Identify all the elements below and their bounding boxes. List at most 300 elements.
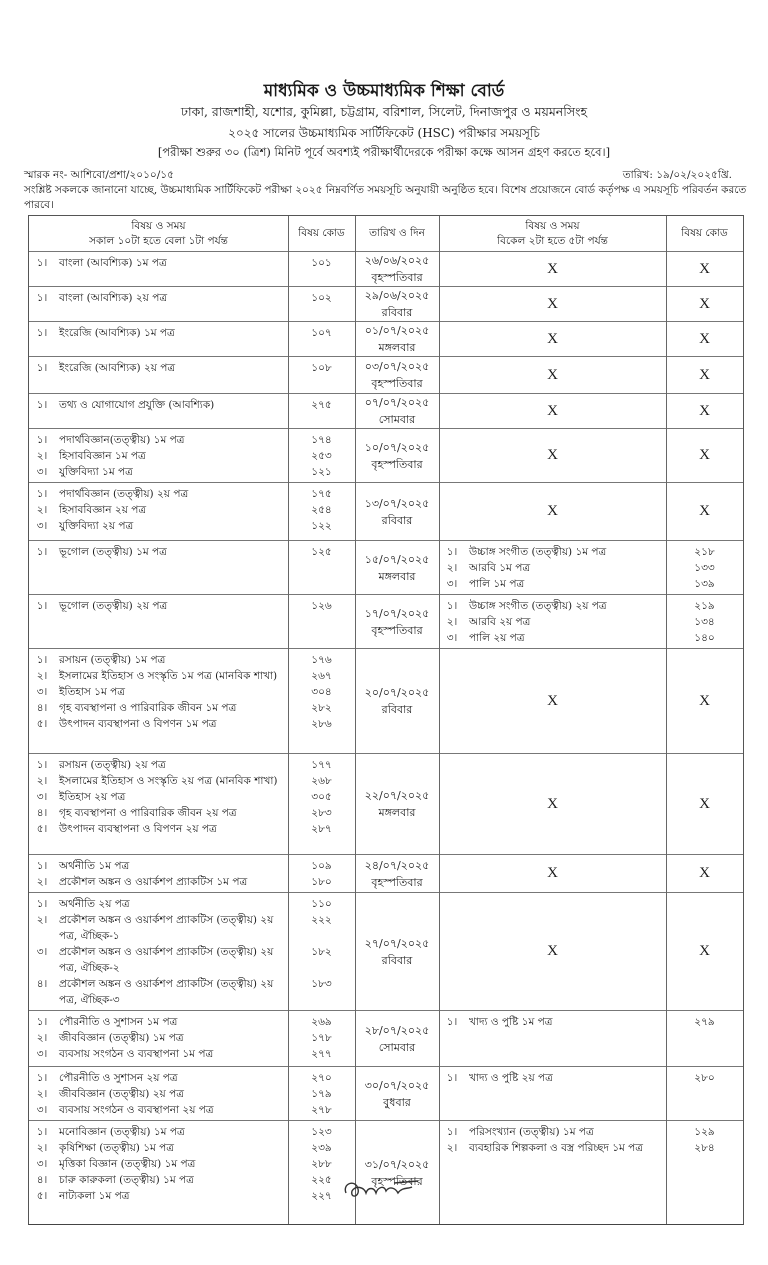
empty-mark: X (547, 330, 558, 347)
subject-item (29, 789, 355, 805)
empty-mark: X (547, 447, 558, 463)
item-number: ১। (36, 488, 48, 500)
subject-item (29, 1030, 355, 1046)
header-morning-title: বিষয় ও সময় (131, 219, 186, 232)
exam-date: ২৪/০৭/২০২৫ (364, 858, 430, 872)
subject-item (439, 560, 743, 576)
morning-subjects (29, 1067, 355, 1120)
header-afternoon-title: বিষয় ও সময় (525, 219, 580, 232)
subject-code: ১২৬ (311, 600, 332, 612)
subject-code: ১২৫ (311, 546, 332, 558)
subject-code: ১৩৪ (694, 616, 715, 628)
schedule-title: ২০২৫ সালের উচ্চমাধ্যমিক সার্টিফিকেট (HSC) পরীক্ষার সময়সূচি (228, 126, 540, 140)
subject-name: পালি ২য় পত্র (469, 632, 525, 644)
date-day-cell (355, 322, 439, 356)
subject-item (29, 1140, 355, 1156)
empty-code-mark: X (699, 402, 710, 419)
empty-mark: X (547, 260, 558, 277)
table-row (29, 1067, 743, 1121)
subject-item (29, 976, 355, 1008)
subject-name: অর্থনীতি ১ম পত্র (59, 860, 130, 872)
item-number: ১। (446, 600, 458, 612)
item-number: ১। (36, 898, 48, 910)
item-number: ২। (36, 1088, 48, 1100)
item-number: ৪। (36, 702, 48, 714)
subject-name: পরিসংখ্যান (তত্ত্বীয়) ১ম পত্র (469, 1126, 594, 1138)
exam-date: ১৫/০৭/২০২৫ (364, 552, 430, 566)
subject-item (29, 1014, 355, 1030)
subject-item (29, 397, 355, 413)
subject-code: ১৭৫ (311, 488, 332, 500)
item-number: ১। (36, 654, 48, 666)
item-number: ৪। (36, 807, 48, 819)
subject-code: ১৭৭ (311, 759, 332, 771)
subject-code: ১৩৯ (694, 578, 715, 590)
subject-item (29, 464, 355, 480)
morning-subjects (29, 483, 355, 540)
no-afternoon-exam (439, 252, 743, 286)
exam-date: ১৩/০৭/২০২৫ (364, 496, 430, 510)
exam-date: ৩১/০৭/২০২৫ (364, 1157, 430, 1171)
subject-item (29, 668, 355, 684)
subject-item (29, 325, 355, 341)
subject-name: প্রকৌশল অঙ্কন ও ওয়ার্কশপ প্র্যাকটিস (তত্ত্বীয়) ২য় পত্র, ঐচ্ছিক-২ (59, 946, 274, 974)
subject-name: প্রকৌশল অঙ্কন ও ওয়ার্কশপ প্র্যাকটিস ১ম পত্র (59, 876, 248, 888)
exam-day: বৃহস্পতিবার (371, 875, 423, 889)
item-number: ২। (446, 562, 458, 574)
exam-date: ১৭/০৭/২০২৫ (364, 606, 430, 620)
item-number: ১। (446, 546, 458, 558)
exam-date: ৩০/০৭/২০২৫ (364, 1078, 430, 1092)
subject-item (29, 944, 355, 976)
morning-subjects (29, 595, 355, 648)
subject-name: আরবি ১ম পত্র (469, 562, 531, 574)
no-afternoon-exam (439, 394, 743, 428)
empty-mark: X (547, 692, 558, 709)
subject-name: উৎপাদন ব্যবস্থাপনা ও বিপণন ১ম পত্র (59, 718, 217, 730)
item-number: ২। (36, 670, 48, 682)
item-number: ১। (446, 1072, 458, 1084)
item-number: ৫। (36, 1190, 48, 1202)
subject-name: খাদ্য ও পুষ্টি ২য় পত্র (469, 1072, 553, 1084)
item-number: ৩। (446, 578, 458, 590)
subject-code: ১৩৩ (694, 562, 715, 574)
date-day-cell (355, 1067, 439, 1120)
subject-name: ব্যবসায় সংগঠন ও ব্যবস্থাপনা ১ম পত্র (59, 1048, 214, 1060)
subject-code: ১২৯ (694, 1126, 715, 1138)
exam-day: রবিবার (381, 513, 413, 527)
empty-code-mark: X (699, 260, 710, 277)
table-row (29, 322, 743, 357)
subject-code: ১০৭ (311, 327, 332, 339)
table-row (29, 754, 743, 855)
subject-item (29, 773, 355, 789)
subject-item (29, 700, 355, 716)
empty-code-mark: X (699, 366, 710, 383)
subject-item (439, 576, 743, 592)
exam-date: ০৭/০৭/২০২৫ (364, 396, 430, 409)
afternoon-subjects (439, 541, 743, 594)
subject-code: ২৮৮ (311, 1158, 332, 1170)
item-number: ৫। (36, 823, 48, 835)
exam-date: ২২/০৭/২০২৫ (364, 789, 430, 802)
subject-name: জীববিজ্ঞান (তত্ত্বীয়) ১ম পত্র (59, 1032, 184, 1044)
subject-name: ইংরেজি (আবশ্যিক) ২য় পত্র (59, 362, 176, 374)
subject-name: প্রকৌশল অঙ্কন ও ওয়ার্কশপ প্র্যাকটিস (তত্ত্বীয়) ২য় পত্র, ঐচ্ছিক-১ (59, 914, 274, 942)
subject-item (29, 912, 355, 944)
item-number: ৩। (446, 632, 458, 644)
header-morning (29, 216, 288, 251)
subject-name: ইতিহাস ২য় পত্র (59, 791, 126, 803)
subject-name: পালি ১ম পত্র (469, 578, 525, 590)
exam-day: বৃহস্পতিবার (371, 1174, 423, 1188)
subject-name: যুক্তিবিদ্যা ২য় পত্র (59, 520, 134, 532)
afternoon-subjects (439, 1121, 743, 1224)
subject-item (439, 614, 743, 630)
no-afternoon-exam (439, 754, 743, 854)
subject-item (29, 652, 355, 668)
subject-code: ১০২ (311, 292, 332, 304)
subject-name: পৌরনীতি ও সুশাসন ২য় পত্র (59, 1072, 178, 1084)
exam-date: ২৬/০৬/২০২৫ (364, 254, 430, 267)
subject-code: ২৫৩ (311, 450, 332, 462)
subject-code: ২৮৬ (311, 718, 332, 730)
header-morning-time: সকাল ১০টা হতে বেলা ১টা পর্যন্ত (89, 234, 228, 247)
subject-code: ১৭৬ (311, 654, 332, 666)
exam-day: বৃহস্পতিবার (371, 623, 423, 637)
table-row (29, 595, 743, 649)
subject-name: বাংলা (আবশ্যিক) ১ম পত্র (59, 257, 167, 269)
morning-subjects (29, 1121, 355, 1224)
exam-day: মঙ্গলবার (378, 806, 416, 819)
item-number: ২। (446, 616, 458, 628)
exam-date: ১০/০৭/২০২৫ (364, 440, 430, 454)
signature-icon (338, 1175, 428, 1209)
empty-mark: X (547, 366, 558, 383)
subject-code: ১৮৩ (311, 978, 332, 990)
subject-code: ২১৯ (694, 600, 715, 612)
table-row (29, 429, 743, 483)
table-row (29, 1011, 743, 1067)
subject-code: ১৭৮ (311, 1032, 332, 1044)
item-number: ১। (36, 759, 48, 771)
subject-item (29, 290, 355, 306)
exam-date: ০৩/০৭/২০২৫ (364, 360, 430, 373)
subject-code: ২২২ (311, 914, 332, 926)
table-row (29, 649, 743, 754)
subject-code: ১০১ (311, 257, 332, 269)
no-afternoon-exam (439, 855, 743, 892)
afternoon-subjects (439, 1067, 743, 1120)
board-name: মাধ্যমিক ও উচ্চমাধ্যমিক শিক্ষা বোর্ড (263, 81, 505, 101)
table-row (29, 483, 743, 541)
exam-day: মঙ্গলবার (378, 569, 416, 583)
item-number: ১। (36, 362, 48, 374)
subject-name: যুক্তিবিদ্যা ১ম পত্র (59, 466, 133, 478)
item-number: ৪। (36, 978, 48, 990)
subject-code: ১১০ (311, 898, 332, 910)
notice-text: সংশ্লিষ্ট সকলকে জানানো যাচ্ছে, উচ্চমাধ্যমিক সার্টিফিকেট পরীক্ষা ২০২৫ নিম্নবর্ণিত সময়সূচি অনুযায়ী অনুষ্ঠিত হবে। বিশেষ প্রয়োজনে বোর্ড কর্তৃপক্ষ এ সময়সূচি পরিবর্তন করতে পারবে। (24, 184, 747, 211)
subject-name: উচ্চাঙ্গ সংগীত (তত্ত্বীয়) ১ম পত্র (469, 546, 607, 558)
item-number: ২। (36, 504, 48, 516)
subject-name: পদার্থবিজ্ঞান (তত্ত্বীয়) ২য় পত্র (59, 488, 189, 500)
header-date-day: তারিখ ও দিন (369, 227, 425, 239)
subject-name: উৎপাদন ব্যবস্থাপনা ও বিপণন ২য় পত্র (59, 823, 217, 835)
subject-code: ১৮২ (311, 946, 332, 958)
item-number: ৩। (36, 946, 48, 958)
subject-code: ২৭৫ (311, 399, 332, 411)
table-row (29, 855, 743, 893)
no-afternoon-exam (439, 483, 743, 540)
subject-code: ২২৭ (311, 1190, 332, 1202)
subject-name: গৃহ ব্যবস্থাপনা ও পারিবারিক জীবন ২য় পত্র (59, 807, 237, 819)
subject-item (29, 544, 355, 560)
subject-item (29, 757, 355, 773)
afternoon-subjects (439, 1011, 743, 1066)
subject-item (29, 858, 355, 874)
subject-item (439, 598, 743, 614)
subject-code: ২৭০ (311, 1072, 332, 1084)
item-number: ৩। (36, 466, 48, 478)
subject-code: ৩০৫ (311, 791, 332, 803)
header-code: বিষয় কোড (298, 227, 345, 239)
subject-item (29, 598, 355, 614)
item-number: ২। (36, 450, 48, 462)
subject-item (29, 1188, 355, 1204)
exam-day: বুধবার (383, 1095, 411, 1109)
subject-code: ২৮৭ (311, 823, 332, 835)
subject-name: বাংলা (আবশ্যিক) ২য় পত্র (59, 292, 168, 304)
subject-item (29, 448, 355, 464)
subject-item (439, 1140, 743, 1156)
exam-date: ২৮/০৭/২০২৫ (364, 1023, 430, 1037)
empty-code-mark: X (699, 943, 710, 959)
item-number: ২। (36, 1142, 48, 1154)
table-row (29, 252, 743, 287)
item-number: ১। (36, 1072, 48, 1084)
subject-item (29, 432, 355, 448)
subject-item (29, 1172, 355, 1188)
subject-code: ২৬৭ (311, 670, 332, 682)
subject-name: জীববিজ্ঞান (তত্ত্বীয়) ২য় পত্র (59, 1088, 184, 1100)
subject-code: ২৮২ (311, 702, 332, 714)
morning-subjects (29, 754, 355, 854)
subject-item (29, 684, 355, 700)
subject-code: ২৫৪ (311, 504, 332, 516)
subject-name: চারু কারুকলা (তত্ত্বীয়) ১ম পত্র (59, 1174, 194, 1186)
exam-day: বৃহস্পতিবার (371, 271, 423, 284)
no-afternoon-exam (439, 893, 743, 1010)
exam-day: মঙ্গলবার (378, 341, 416, 354)
item-number: ১। (446, 1126, 458, 1138)
date-day-cell (355, 394, 439, 428)
empty-code-mark: X (699, 295, 710, 312)
morning-subjects (29, 855, 355, 892)
subject-name: ভূগোল (তত্ত্বীয়) ২য় পত্র (59, 600, 168, 612)
exam-date: ২৯/০৬/২০২৫ (364, 289, 430, 302)
item-number: ২। (446, 1142, 458, 1154)
exam-schedule-table (28, 215, 744, 1225)
item-number: ৫। (36, 718, 48, 730)
exam-day: বৃহস্পতিবার (371, 377, 423, 390)
subject-code: ১২৩ (311, 1126, 332, 1138)
subject-code: ১৮০ (311, 876, 332, 888)
empty-mark: X (547, 402, 558, 419)
subject-code: ২৬৯ (311, 1016, 332, 1028)
morning-subjects (29, 322, 355, 356)
exam-date: ০১/০৭/২০২৫ (364, 324, 430, 337)
morning-subjects (29, 287, 355, 321)
subject-name: ইংরেজি (আবশ্যিক) ১ম পত্র (59, 327, 175, 339)
subject-item (29, 1086, 355, 1102)
no-afternoon-exam (439, 429, 743, 482)
item-number: ৪। (36, 1174, 48, 1186)
subject-code: ১২১ (311, 466, 332, 478)
no-afternoon-exam (439, 322, 743, 356)
item-number: ১। (36, 434, 48, 446)
table-row (29, 394, 743, 429)
subject-code: ১০৯ (311, 860, 332, 872)
item-number: ১। (36, 399, 48, 411)
item-number: ১। (36, 546, 48, 558)
date-day-cell (355, 754, 439, 854)
exam-day: রবিবার (381, 953, 413, 967)
subject-item (439, 544, 743, 560)
subject-item (29, 805, 355, 821)
morning-subjects (29, 252, 355, 286)
morning-subjects (29, 394, 355, 428)
item-number: ১। (36, 257, 48, 269)
empty-code-mark: X (699, 447, 710, 463)
subject-item (29, 874, 355, 890)
date-day-cell (355, 893, 439, 1010)
empty-mark: X (547, 295, 558, 312)
subject-name: রসায়ন (তত্ত্বীয়) ১ম পত্র (59, 654, 166, 666)
exam-date: ২০/০৭/২০২৫ (364, 686, 430, 699)
date-day-cell (355, 252, 439, 286)
table-row (29, 893, 743, 1011)
item-number: ২। (36, 1032, 48, 1044)
item-number: ৩। (36, 1048, 48, 1060)
date-day-cell (355, 595, 439, 648)
subject-item (29, 1070, 355, 1086)
subject-code: ২৭৭ (311, 1048, 332, 1060)
subject-name: মনোবিজ্ঞান (তত্ত্বীয়) ১ম পত্র (59, 1126, 185, 1138)
header-afternoon-time: বিকেল ২টা হতে ৫টা পর্যন্ত (497, 234, 608, 247)
empty-code-mark: X (699, 795, 710, 812)
exam-day: রবিবার (381, 703, 413, 716)
empty-mark: X (547, 503, 558, 519)
item-number: ৩। (36, 1158, 48, 1170)
morning-subjects (29, 357, 355, 393)
subject-name: নাট্যকলা ১ম পত্র (59, 1190, 130, 1202)
exam-day: সোমবার (378, 1040, 416, 1054)
subject-name: ভূগোল (তত্ত্বীয়) ১ম পত্র (59, 546, 167, 558)
morning-subjects (29, 429, 355, 482)
subject-item (29, 1124, 355, 1140)
item-number: ৩। (36, 791, 48, 803)
afternoon-subjects (439, 595, 743, 648)
morning-subjects (29, 541, 355, 594)
item-number: ১। (36, 600, 48, 612)
subject-name: প্রকৌশল অঙ্কন ও ওয়ার্কশপ প্র্যাকটিস (তত্ত্বীয়) ২য় পত্র, ঐচ্ছিক-৩ (59, 978, 274, 1006)
subject-code: ১৪০ (694, 632, 715, 644)
subject-item (29, 518, 355, 534)
subject-item (29, 821, 355, 837)
subject-name: গৃহ ব্যবস্থাপনা ও পারিবারিক জীবন ১ম পত্র (59, 702, 237, 714)
exam-day: বৃহস্পতিবার (371, 457, 423, 471)
subject-code: ২৬৮ (311, 775, 332, 787)
no-afternoon-exam (439, 357, 743, 393)
subject-code: ২৮৩ (311, 807, 332, 819)
subject-name: কৃষিশিক্ষা (তত্ত্বীয়) ১ম পত্র (59, 1142, 175, 1154)
subject-name: ব্যবসায় সংগঠন ও ব্যবস্থাপনা ২য় পত্র (59, 1104, 214, 1116)
exam-day: রবিবার (381, 306, 413, 319)
subject-code: ২১৮ (694, 546, 715, 558)
morning-subjects (29, 893, 355, 1010)
no-afternoon-exam (439, 649, 743, 753)
exam-date: ২৭/০৭/২০২৫ (364, 936, 430, 950)
subject-name: তথ্য ও যোগাযোগ প্রযুক্তি (আবশ্যিক) (59, 399, 215, 411)
item-number: ১। (36, 1016, 48, 1028)
subject-code: ১৭৯ (311, 1088, 332, 1100)
subject-item (29, 502, 355, 518)
subject-item (439, 1070, 743, 1086)
empty-mark: X (547, 795, 558, 812)
boards-list: ঢাকা, রাজশাহী, যশোর, কুমিল্লা, চট্টগ্রাম, বরিশাল, সিলেট, দিনাজপুর ও ময়মনসিংহ (180, 104, 588, 119)
date-day-cell (355, 855, 439, 892)
memo-number: স্মারক নং- আশিবো/প্রশা/২০১০/১৫ (24, 169, 174, 181)
empty-code-mark: X (699, 503, 710, 519)
subject-code: ১২২ (311, 520, 332, 532)
item-number: ১। (36, 860, 48, 872)
date-day-cell (355, 649, 439, 753)
subject-item (439, 630, 743, 646)
item-number: ২। (36, 876, 48, 888)
subject-item (439, 1014, 743, 1030)
subject-name: রসায়ন (তত্ত্বীয়) ২য় পত্র (59, 759, 166, 771)
table-row (29, 357, 743, 394)
subject-code: ২৩৯ (311, 1142, 332, 1154)
item-number: ২। (36, 914, 48, 926)
subject-name: অর্থনীতি ২য় পত্র (59, 898, 130, 910)
issue-date: তারিখ: ১৯/০২/২০২৫খ্রি. (622, 169, 732, 181)
item-number: ১। (36, 292, 48, 304)
subject-item (29, 896, 355, 912)
date-day-cell (355, 483, 439, 540)
subject-name: ব্যবহারিক শিল্পকলা ও বস্ত্র পরিচ্ছদ ১ম পত্র (469, 1142, 644, 1154)
subject-item (29, 255, 355, 271)
date-day-cell (355, 287, 439, 321)
subject-item (29, 1102, 355, 1118)
empty-mark: X (547, 865, 558, 881)
exam-day: সোমবার (378, 413, 416, 426)
item-number: ২। (36, 775, 48, 787)
date-day-cell (355, 541, 439, 594)
subject-code: ১৭৪ (311, 434, 332, 446)
item-number: ৩। (36, 1104, 48, 1116)
morning-subjects (29, 649, 355, 753)
date-day-cell (355, 1011, 439, 1066)
date-day-cell (355, 429, 439, 482)
no-afternoon-exam (439, 287, 743, 321)
empty-code-mark: X (699, 865, 710, 881)
subject-item (29, 716, 355, 732)
item-number: ১। (36, 1126, 48, 1138)
morning-subjects (29, 1011, 355, 1066)
instruction-note: [পরীক্ষা শুরুর ৩০ (ত্রিশ) মিনিট পূর্বে অবশ্যই পরীক্ষার্থীদেরকে পরীক্ষা কক্ষে আসন গ্রহণ করতে হবে।] (157, 145, 611, 159)
subject-code: ২৭৯ (694, 1016, 715, 1028)
